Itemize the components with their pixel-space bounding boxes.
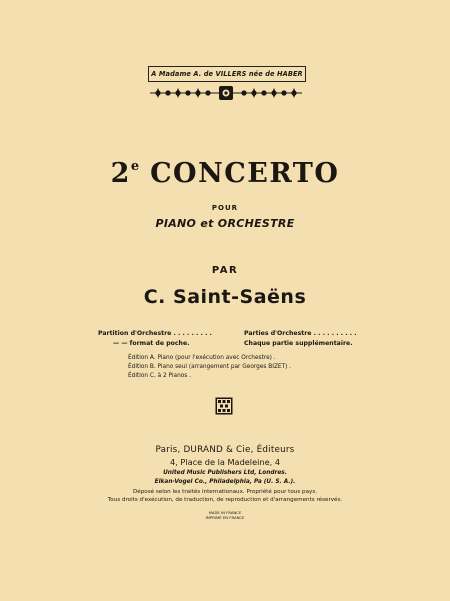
listing-dots: . . . . . . . . . . — [313, 330, 357, 337]
edition-b: Édition B. Piano seul (arrangement par Georges BIZET) . — [128, 364, 292, 370]
made-in-france: MADE IN FRANCE — [208, 510, 242, 515]
work-title — [0, 158, 450, 189]
listing-right-1 — [244, 340, 353, 347]
dedication — [148, 66, 306, 82]
rights-reserved: Tous droits d'exécution, de traduction, de reproduction et d'arrangements réservés. — [107, 497, 343, 503]
listing-label: Chaque partie supplémentaire. — [244, 340, 353, 347]
instrumentation: PIANO et ORCHESTRE — [155, 217, 295, 230]
listing-left-0 — [98, 330, 212, 337]
title-number: 2 — [110, 158, 131, 189]
composer-name: C. Saint-Saëns — [143, 286, 307, 308]
publisher-line: Paris, DURAND & Cie, Éditeurs — [155, 445, 295, 455]
title-superscript: e — [130, 159, 140, 174]
agent-philadelphia: Elkan-Vogel Co., Philadelphia, Pa (U. S. A.). — [154, 479, 296, 485]
imprime-en-france: IMPRIMÉ EN FRANCE — [205, 515, 245, 520]
edition-a: Édition A. Piano (pour l'exécution avec Orchestre) . — [128, 355, 276, 361]
edition-c: Édition C. à 2 Pianos . — [128, 373, 192, 379]
publisher-logo-icon — [215, 397, 233, 415]
agent-london: United Music Publishers Ltd, Londres. — [163, 470, 287, 476]
listing-dots: . . . . . . . . . — [173, 330, 212, 337]
listing-label: Parties d'Orchestre — [244, 330, 312, 337]
rights-notice: Déposé selon les traités internationaux. Propriété pour tous pays. — [132, 489, 318, 495]
title-word: CONCERTO — [150, 158, 340, 189]
dedication-text: A Madame A. de VILLERS née de HABER — [151, 70, 303, 78]
listing-label: Partition d'Orchestre — [98, 330, 172, 337]
floral-ornament-icon — [148, 85, 304, 101]
par-label: PAR — [211, 265, 239, 276]
listing-right-0 — [244, 330, 357, 337]
publisher-address: 4, Place de la Madeleine, 4 — [169, 457, 281, 467]
listing-left-1 — [113, 340, 190, 347]
listing-label: — — format de poche. — [113, 340, 190, 347]
pour-label: POUR — [211, 204, 239, 212]
